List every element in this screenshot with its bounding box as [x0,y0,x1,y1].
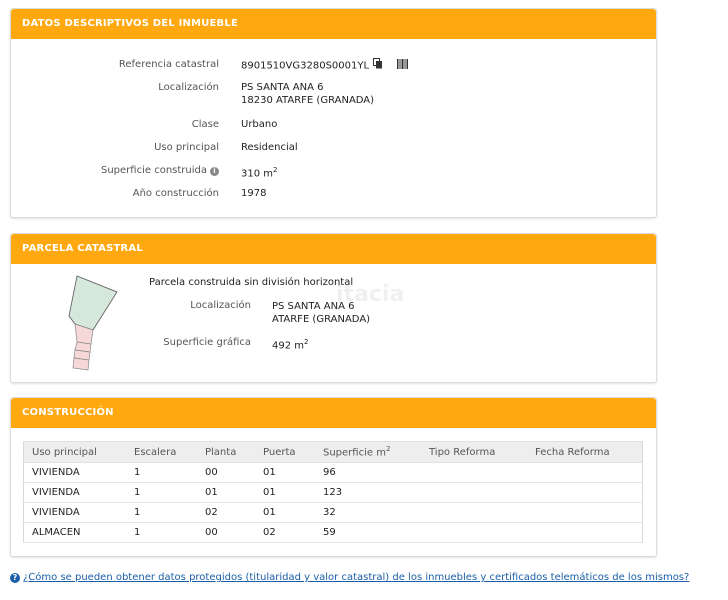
value-superficie-construida [241,164,277,180]
panel-header-construccion: CONSTRUCCIÓN [11,398,656,428]
cell-planta: 02 [197,503,255,523]
cell-tipo-reforma [421,503,527,523]
panel-datos-inmueble [10,8,657,218]
cell-planta: 00 [197,523,255,543]
cell-puerta: 01 [255,463,315,483]
label-parcela-localizacion: Localización [190,300,251,311]
value-parcela-localizacion-1: PS SANTA ANA 6 [272,301,355,312]
parcela-note: Parcela construida sin división horizontal [149,277,354,288]
value-parcela-localizacion-2: ATARFE (GRANADA) [272,314,371,325]
col-superficie-text: Superficie m [323,447,386,459]
cell-superficie: 96 [315,463,421,483]
cell-uso: ALMACEN [24,523,127,543]
panel-parcela-catastral [10,233,657,383]
barcode-icon[interactable] [397,59,408,73]
superficie-construida-number: 310 m [241,168,274,180]
cell-planta: 00 [197,463,255,483]
label-uso-principal: Uso principal [154,142,219,153]
info-icon[interactable]: i [210,167,219,176]
value-superficie-grafica [272,336,308,352]
cell-uso: VIVIENDA [24,463,127,483]
cell-fecha-reforma [527,483,643,503]
cell-tipo-reforma [421,463,527,483]
label-localizacion: Localización [158,82,219,93]
panel-construccion [10,397,657,557]
construccion-table [23,441,643,543]
cell-uso: VIVIENDA [24,503,127,523]
watermark-text: itacia [336,282,405,307]
cell-escalera: 1 [126,483,197,503]
cell-escalera: 1 [126,503,197,523]
cell-superficie: 59 [315,523,421,543]
cell-tipo-reforma [421,523,527,543]
label-referencia: Referencia catastral [118,59,219,70]
col-fecha-reforma: Fecha Reforma [527,442,643,463]
cell-superficie: 32 [315,503,421,523]
cell-fecha-reforma [527,463,643,483]
cell-tipo-reforma [421,483,527,503]
help-question-icon: ? [10,573,20,583]
cell-planta: 01 [197,483,255,503]
value-clase: Urbano [241,119,278,130]
cell-escalera: 1 [126,523,197,543]
superficie-construida-text: Superficie construida [101,165,207,176]
label-clase: Clase [191,119,219,130]
panel-header-parcela: PARCELA CATASTRAL [11,234,656,264]
cell-fecha-reforma [527,503,643,523]
cell-superficie: 123 [315,483,421,503]
col-puerta: Puerta [255,442,315,463]
cell-uso: VIVIENDA [24,483,127,503]
value-anio-construccion: 1978 [241,188,267,199]
col-escalera: Escalera [126,442,197,463]
superficie-grafica-number: 492 m [272,340,305,352]
table-header-row [24,442,643,463]
superficie-construida-sup: 2 [273,166,278,174]
cell-puerta: 02 [255,523,315,543]
col-uso-principal: Uso principal [24,442,127,463]
parcel-map-image[interactable] [63,272,133,372]
copy-icon[interactable] [373,58,383,73]
superficie-grafica-sup: 2 [304,338,309,346]
cell-fecha-reforma [527,523,643,543]
value-localizacion-2: 18230 ATARFE (GRANADA) [241,95,375,106]
label-superficie-construida [101,165,219,176]
help-link-text: ¿Cómo se pueden obtener datos protegidos (titularidad y valor catastral) de los inmuebles y certificados telemáticos de los mismos? [23,572,690,583]
cell-puerta: 01 [255,503,315,523]
col-tipo-reforma: Tipo Reforma [421,442,527,463]
label-superficie-grafica: Superficie gráfica [163,337,251,348]
table-row [24,523,643,543]
help-link[interactable] [10,572,689,583]
table-row [24,483,643,503]
col-planta: Planta [197,442,255,463]
table-row [24,463,643,483]
panel-header-inmueble: DATOS DESCRIPTIVOS DEL INMUEBLE [11,9,656,39]
cell-escalera: 1 [126,463,197,483]
value-uso-principal: Residencial [241,142,298,153]
table-row [24,503,643,523]
cell-puerta: 01 [255,483,315,503]
col-superficie [315,442,421,463]
col-superficie-sup: 2 [385,445,391,454]
referencia-text: 8901510VG3280S0001YL [241,60,370,72]
value-localizacion-1: PS SANTA ANA 6 [241,82,324,93]
value-referencia [241,58,408,73]
label-anio-construccion: Año construcción [132,188,219,199]
